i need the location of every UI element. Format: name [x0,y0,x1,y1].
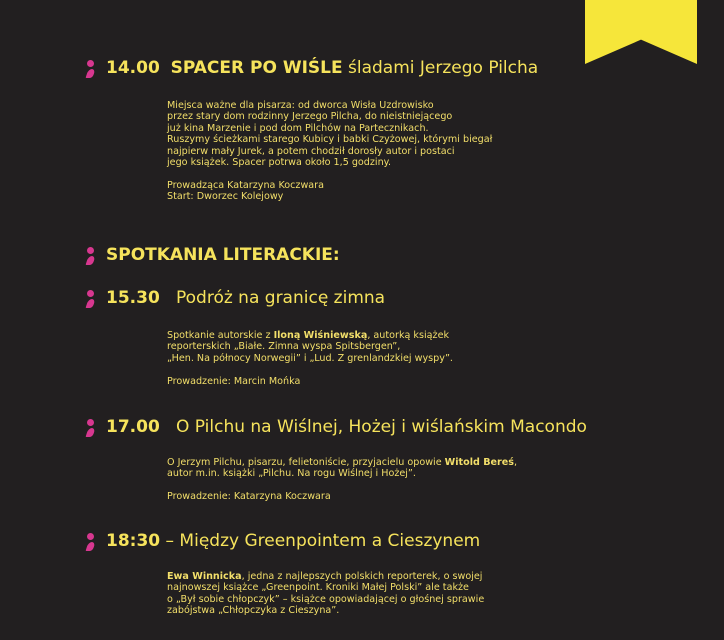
event-description-1830: Ewa Winnicka, jedna z najlepszych polskich reporterek, o swojej najnowszej książce „Greenpoint. Kroniki Małej Polski” ale także o „Był sobie chłopczyk” – książce opowiadającej o głośnej sprawie zabójstwa „Chłopczyka z Cieszyna”. [167,571,485,617]
event-description-1530: Spotkanie autorskie z Iloną Wiśniewską, autorką książek reporterskich „Białe. Zimna wyspa Spitsbergen”, „Hen. Na północy Norwegii” i „Lud. Z grenlandzkiej wyspy”. Prowadzenie: Marcin Mońka [167,330,453,387]
event-leader: Prowadzenie: Katarzyna Koczwara [167,491,331,503]
event-leader: Prowadząca Katarzyna Koczwara [167,179,325,191]
event-time: 15.30 [106,288,160,308]
event-title: – Między Greenpointem a Cieszynem [160,531,481,551]
event-description-walk: Miejsca ważne dla pisarza: od dworca Wisła Uzdrowisko przez stary dom rodzinny Jerzego Pilcha, do nieistniejącego już kina Marzenie i pod dom Pilchów na Partecznikach. Ruszymy ścieżkami starego Kubicy i babki Czyżowej, którymi biegał najpierw mały Jurek, a potem chodził dorosły autor i postaci jego książek. Spacer potrwa około 1,5 godziny. Prowadząca Katarzyna Koczwara Start: Dworzec Kolejowy [167,100,493,203]
event-title: Podróż na granicę zimna [176,288,386,308]
event-title-bold: SPACER PO WIŚLE [170,58,343,78]
event-heading-1700 [106,417,587,437]
event-start: Start: Dworzec Kolejowy [167,191,284,203]
event-title-rest: śladami Jerzego Pilcha [342,58,539,78]
event-description-1700: O Jerzym Pilchu, pisarzu, felietoniście, przyjacielu opowie Witold Bereś, autor m.in. książki „Pilchu. Na rogu Wiślnej i Hożej”. Prowadzenie: Katarzyna Koczwara [167,457,518,503]
section-heading-literary: SPOTKANIA LITERACKIE: [106,245,340,265]
event-time: 18:30 [106,531,161,551]
event-heading-1830 [106,531,480,551]
event-leader: Prowadzenie: Marcin Mońka [167,375,301,387]
event-time: 14.00 [106,58,160,78]
event-title: O Pilchu na Wiślnej, Hożej i wiślańskim Macondo [176,417,587,437]
event-heading-walk [106,58,538,78]
event-heading-1530 [106,288,385,308]
event-time: 17.00 [106,417,160,437]
bookmark-ribbon [585,0,697,64]
